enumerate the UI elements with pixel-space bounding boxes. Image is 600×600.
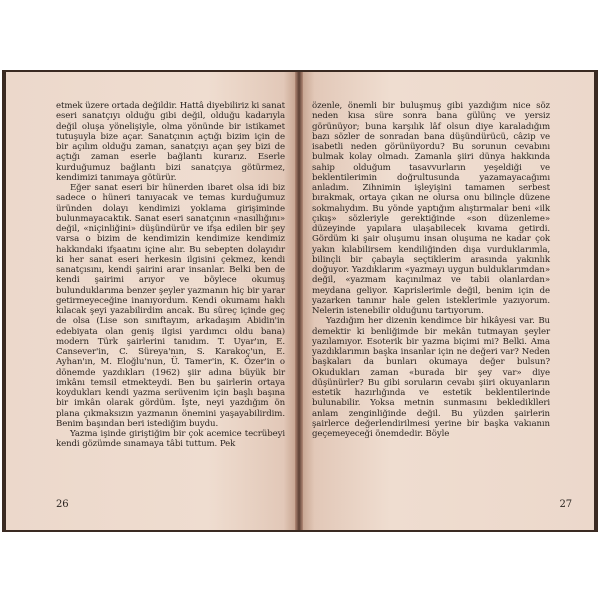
paragraph: özenle, önemli bir buluşmuş gibi yazdığım nice söz neden kısa süre sonra bana gülünç ve yersiz görünüyor; buna karşılık lâf olsun diye karaladığım bazı sözler de sonradan bana düşündürücü, câzip ve isabetli neden görünüyordu? Bu sorunun cevabını bulmak kolay olmadı. Zamanla şiiri dünya hakkında sahip olduğum tasavvurların yeşeldiği ve beklentilerimin doğrultusunda yazamayacağımı anladım. Zihnimin işleyişini tamamen serbest bırakmak, ortaya çıkan ne olursa onu bilinçle düzene sokmalıydım. Bu yönde yaptığım alıştırmalar beni «ilk çıkış» sözleriyle gerektiğinde «son düzenleme» düzeyinde yapılara ulaşabilecek kıvama getirdi. Gördüm ki şair oluşumu insan oluşuma ne kadar çok yakın kılabilirsem kendiliğinden dışa vurduklarımla, bilinçli bir çabayla seçtiklerim arasında yakınlık doğuyor. Yazdıklarım «yazmayı uygun bulduklarımdan» değil, «yazmam kaçınılmaz ve tabii olanlardan» meydana geliyor. Kaprislerimle değil, benim için de yazarken tanınır hale gelen isteklerimle yazıyorum. Nelerin istenebilir olduğunu tartıyorum. [312,101,550,316]
paragraph: etmek üzere ortada değildir. Hattâ diyebiliriz ki sanat eseri sanatçıyı olduğu gibi değil, olduğu kadarıyla değil oluşa yönelişiyle, olma yönünde bir istikamet tutuşuyla bize açar. Sanatçının açtığı bizim için de bir açılım olduğu zaman, sanatçıyı açan şey bizi de açtığı zaman eserle bağlantı kurarız. Eserle kurduğumuz bağlantı bizi sanatçıya götürmez, kendimizi tanımaya götürür. [56,101,285,183]
right-page [303,72,594,530]
paragraph: Yazdığım her dizenin kendimce bir hikâyesi var. Bu demektir ki benliğimde bir mekân tutmayan şeyler yazılamıyor. Esoterik bir yazma biçimi mi? Belki. Ama yazdıklarımın başka insanlar için ne değeri var? Neden başkaları da bunları okumaya değer bulsun? Okudukları zaman «burada bir şey var» diye düşünürler? Bu gibi soruların cevabı şiiri okuyanların estetik hazırlığında ve estetik beklentilerinde bulunabilir. Yoksa metnin sunmasını beklediklleri anlam zenginliğinde değil. Bu yüzden şairlerin şairlerce değerlendirilmesi yerine bir başka vakıanın geçemeyeceği önemdedir. Böyle [312,316,550,439]
book-gutter [295,72,303,530]
paragraph: Yazma işinde giriştiğim bir çok acemice tecrübeyi kendi gözümde sınamaya tâbi tuttum. Pek [56,429,285,450]
paragraph: Eğer sanat eseri bir hünerden ibaret olsa idi biz sadece o hüneri tanıyacak ve temas kurduğumuz üründen dolayı kendimizi yoklama girişiminde bulunmayacaktık. Sanat eseri sanatçının «nasıllığını» değil, «niçinliğini» düşündürür ve ifşa edilen bir şey varsa o bizim de kendimizin kendimize kendimiz hakkındaki ifşaatını içine alır. Bu sebepten dolayıdır ki her sanat eseri herkesin ilgisini çekmez, kendi sanatçısını, kendi şairini arar insanlar. Belki ben de kendi şairimi arıyor ve böylece okumuş bulunduklarıma benzer şeyler yazmanın hiç bir yarar getirmeyeceğine inanıyordum. Kendi okumamı haklı kılacak şeyi yazabilirdim ancak. Bu süreç içinde geç de olsa (Lise son sınıftayım, arkadaşım Abidin'in edebiyata olan geniş ilgisi yardımcı oldu bana) modern Türk şairlerini tanıdım. T. Uyar'ın, E. Cansever'in, C. Süreya'nın, S. Karakoç'un, E. Ayhan'ın, M. Eloğlu'nun, Ü. Tamer'in, K. Özer'in o dönemde yazdıkları (1962) şiir adına büyük bir imkânı temsil etmekteydi. Ben bu şairlerin ortaya koydukları kendi yazma serüvenim için başlı başına bir imkân olarak gördüm. İşte, neyi yazdığım ön plana çıkmaksızın yazmanın önemini yaşayabilirdim. Benim başından beri istediğim buydu. [56,183,285,429]
left-page [6,72,295,530]
page-number: 27 [559,498,572,510]
page-number: 26 [56,498,69,510]
